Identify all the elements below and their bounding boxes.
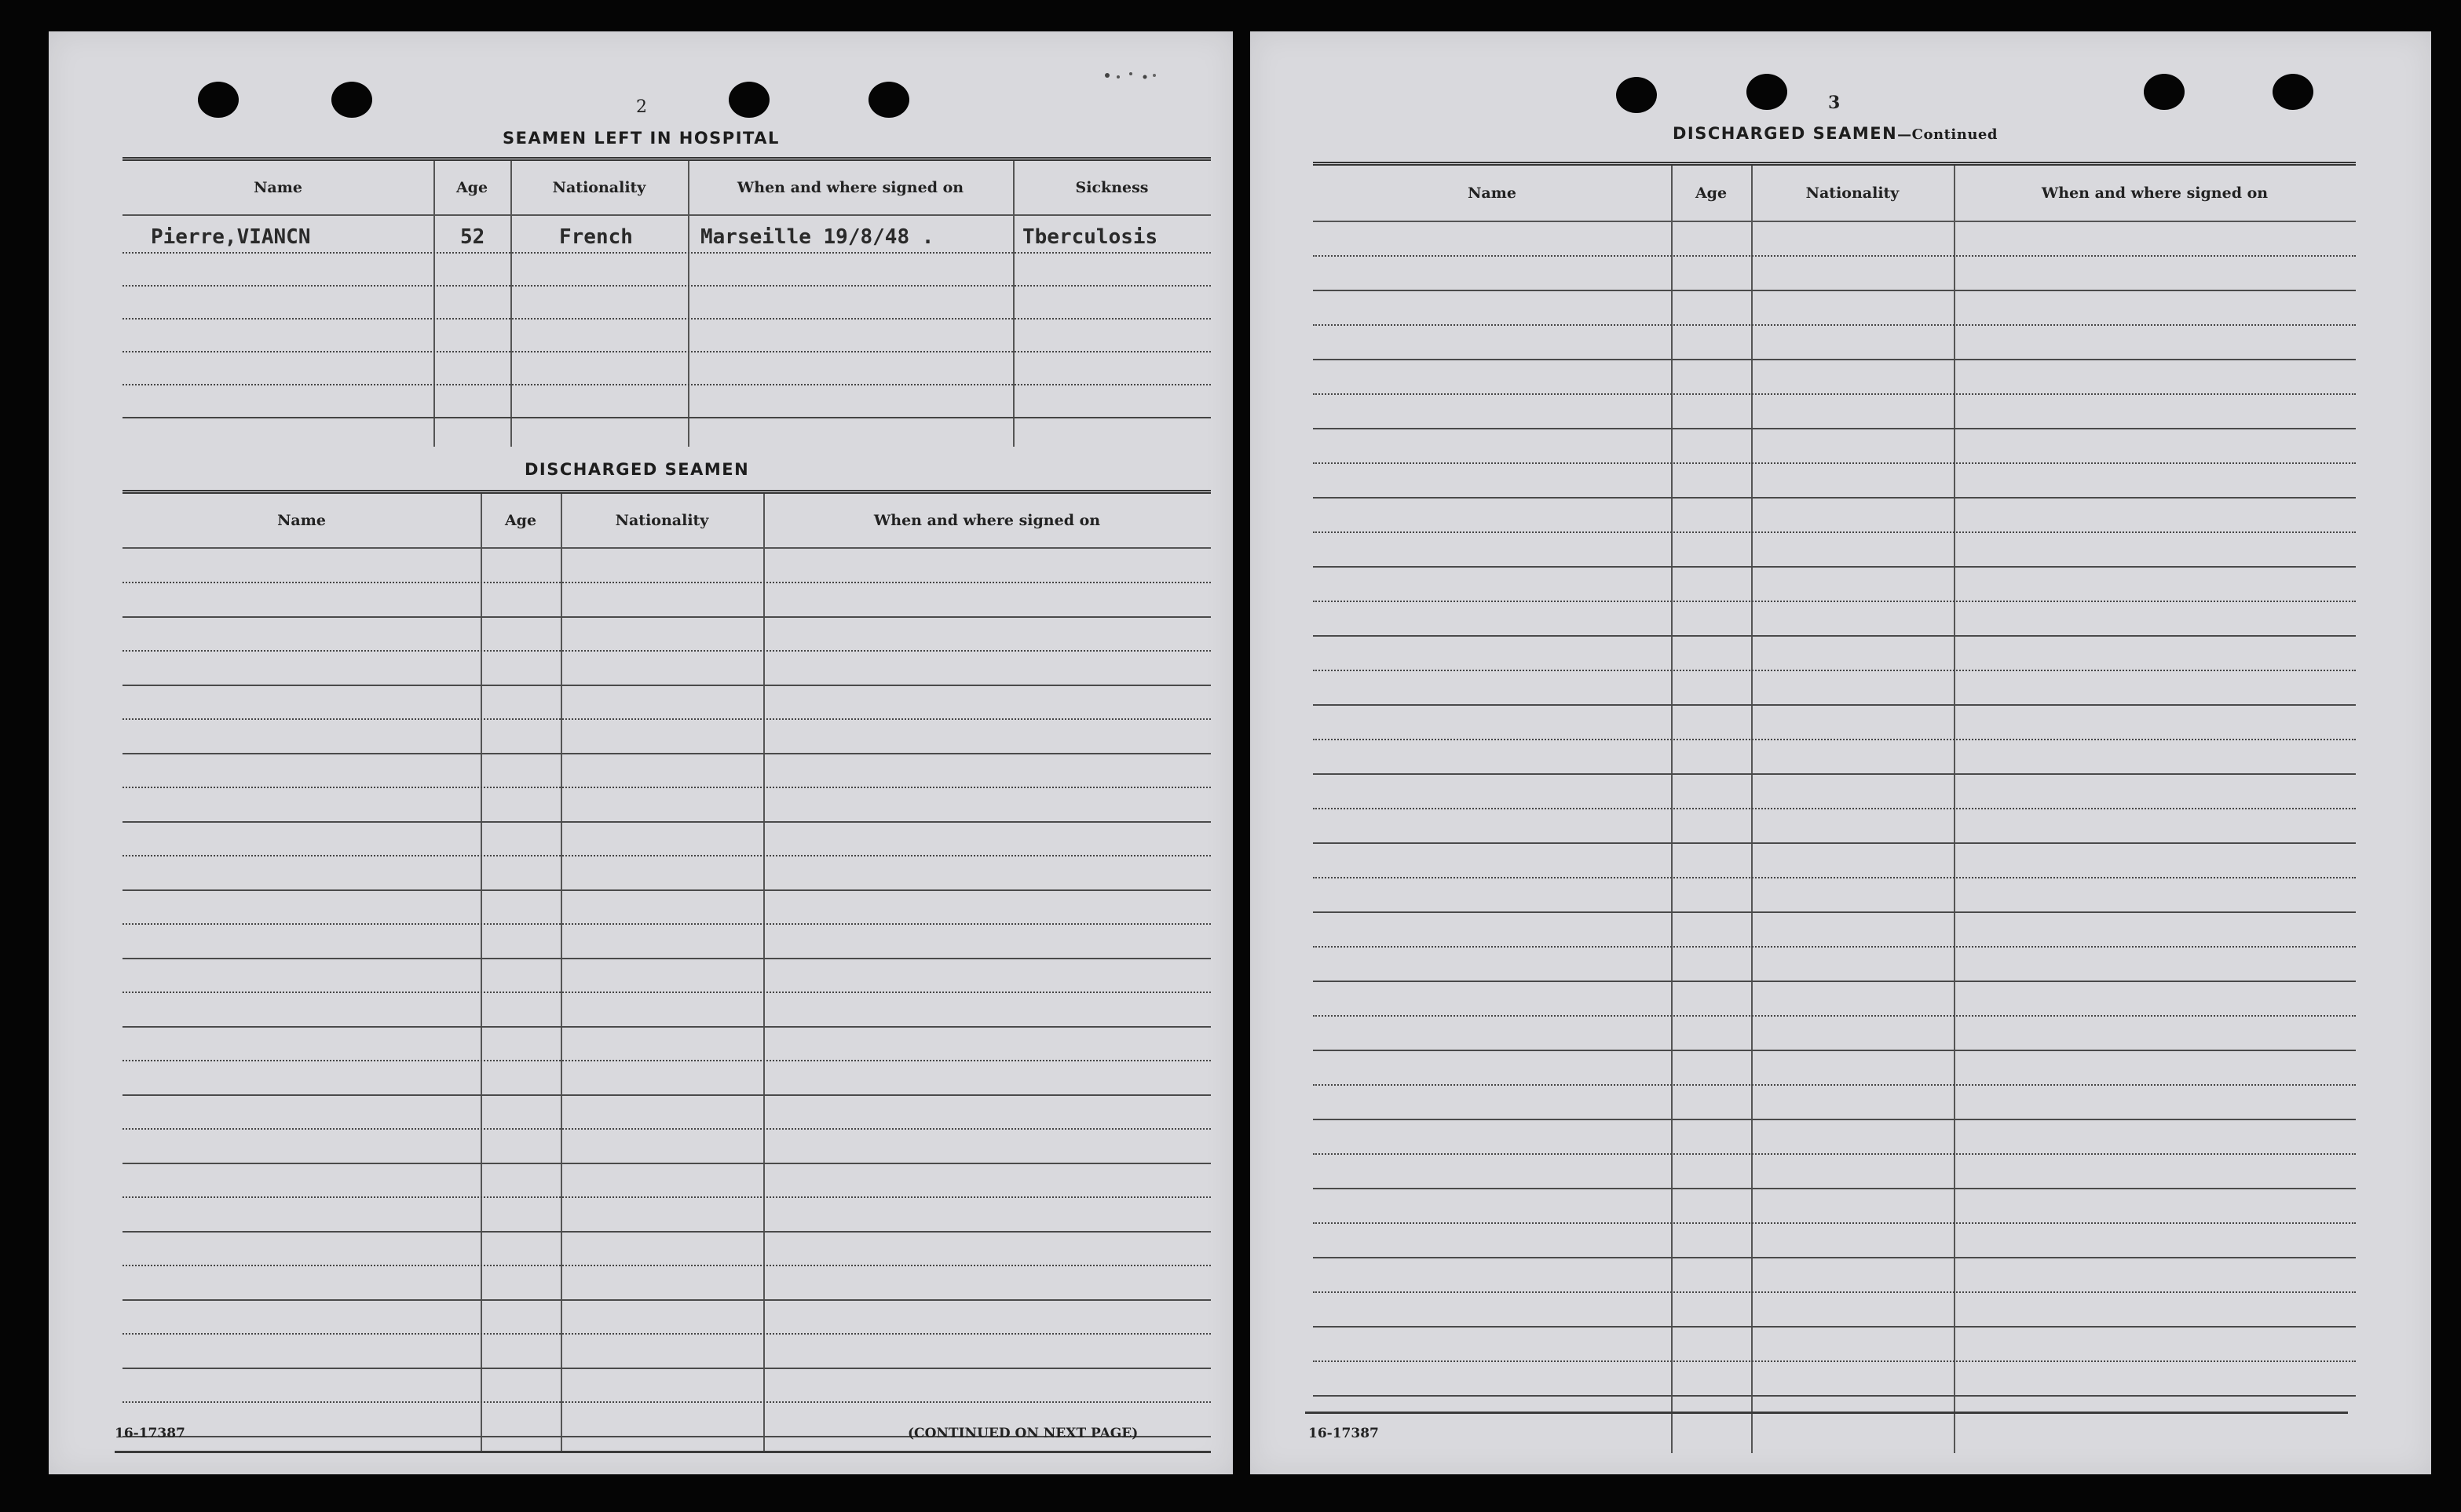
- hospital-table-header: [123, 161, 1211, 216]
- page-number: 3: [1828, 93, 1841, 113]
- punch-hole: [729, 82, 770, 118]
- column-divider: [1013, 161, 1015, 447]
- row-line: [1313, 566, 2356, 568]
- row-line: [1313, 601, 2356, 602]
- row-line: [1313, 290, 2356, 291]
- header-signed-on: When and where signed on: [873, 512, 1101, 529]
- column-divider: [433, 161, 435, 447]
- row-line: [123, 1333, 1211, 1335]
- header-age: Age: [1695, 184, 1728, 202]
- row-line: [123, 384, 1211, 385]
- form-number: 16-17387: [1308, 1426, 1379, 1441]
- row-line: [1313, 1015, 2356, 1017]
- column-divider: [561, 494, 562, 1452]
- page-number: 2: [636, 97, 647, 117]
- row-line: [1313, 1050, 2356, 1051]
- row-line: [123, 958, 1211, 959]
- page-left: [49, 31, 1233, 1474]
- row-line: [1313, 1084, 2356, 1086]
- row-line: [1313, 324, 2356, 326]
- row-line: [1313, 393, 2356, 395]
- form-number: 16-17387: [115, 1426, 185, 1441]
- row-line: [123, 1128, 1211, 1130]
- row-line: [123, 318, 1211, 320]
- discharged-section-title: DISCHARGED SEAMEN: [525, 460, 750, 479]
- row-line: [123, 992, 1211, 993]
- row-line: [1313, 1395, 2356, 1397]
- header-name: Name: [254, 179, 302, 196]
- punch-hole: [868, 82, 909, 118]
- header-nationality: Nationality: [552, 179, 646, 196]
- discharged-continued-title: [1673, 124, 1998, 143]
- column-divider: [510, 161, 512, 447]
- entry-signed-on: Marseille 19/8/48 .: [700, 225, 934, 249]
- row-line: [1313, 531, 2356, 533]
- row-line: [1313, 808, 2356, 809]
- row-line: [123, 1196, 1211, 1198]
- entry-name: Pierre,VIANCN: [151, 225, 311, 249]
- bottom-rule: [115, 1451, 1211, 1453]
- row-line: [123, 1231, 1211, 1233]
- row-line: [1313, 1119, 2356, 1120]
- header-signed-on: When and where signed on: [737, 179, 964, 196]
- row-line: [1313, 981, 2356, 982]
- row-line: [123, 1299, 1211, 1301]
- row-line: [123, 1401, 1211, 1403]
- row-line: [1313, 462, 2356, 464]
- hospital-table: [123, 157, 1211, 447]
- title-suffix: —Continued: [1897, 126, 1998, 143]
- row-line: [1313, 704, 2356, 706]
- row-line: [123, 855, 1211, 856]
- discharged-continued-header: [1313, 166, 2356, 222]
- entry-sickness: Tberculosis: [1022, 225, 1158, 249]
- row-line: [123, 1368, 1211, 1369]
- row-line: [123, 582, 1211, 583]
- punch-hole: [1746, 74, 1787, 110]
- row-line: [123, 1265, 1211, 1266]
- row-line: [1313, 255, 2356, 257]
- row-line: [1313, 946, 2356, 948]
- row-line: [1313, 1153, 2356, 1155]
- row-line: [1313, 1257, 2356, 1258]
- row-line: [1313, 1326, 2356, 1328]
- row-line: [1313, 1291, 2356, 1293]
- row-line: [1313, 877, 2356, 878]
- continued-note: (CONTINUED ON NEXT PAGE): [908, 1426, 1139, 1441]
- row-line: [1313, 428, 2356, 429]
- row-line: [123, 718, 1211, 720]
- row-line: [1313, 1222, 2356, 1224]
- row-line: [123, 285, 1211, 287]
- row-line: [1313, 773, 2356, 775]
- row-line: [123, 351, 1211, 352]
- header-age: Age: [504, 512, 537, 529]
- row-line: [123, 923, 1211, 925]
- row-line: [123, 417, 1211, 418]
- header-sickness: Sickness: [1075, 179, 1149, 196]
- header-age: Age: [455, 179, 488, 196]
- entry-nationality: French: [559, 225, 633, 249]
- row-line: [123, 821, 1211, 823]
- punch-hole: [2273, 74, 2313, 110]
- header-name: Name: [277, 512, 326, 529]
- discharged-table: [123, 490, 1211, 1452]
- entry-age: 52: [460, 225, 485, 249]
- row-line: [1313, 739, 2356, 740]
- discharged-continued-table: [1313, 162, 2356, 1453]
- row-line: [123, 685, 1211, 686]
- punch-hole: [198, 82, 239, 118]
- row-line: [1313, 1188, 2356, 1189]
- row-line: [123, 616, 1211, 618]
- punch-hole: [1616, 77, 1657, 113]
- row-line: [123, 252, 1211, 254]
- row-line: [123, 1060, 1211, 1061]
- row-line: [123, 753, 1211, 754]
- punch-hole: [2144, 74, 2185, 110]
- column-divider: [688, 161, 689, 447]
- row-line: [123, 889, 1211, 891]
- header-signed-on: When and where signed on: [2041, 184, 2269, 202]
- row-line: [1313, 635, 2356, 637]
- punch-hole: [331, 82, 372, 118]
- header-nationality: Nationality: [615, 512, 709, 529]
- row-line: [123, 650, 1211, 652]
- header-name: Name: [1468, 184, 1516, 202]
- row-line: [1313, 670, 2356, 671]
- row-line: [1313, 359, 2356, 360]
- column-divider: [481, 494, 482, 1452]
- hospital-section-title: SEAMEN LEFT IN HOSPITAL: [503, 129, 780, 148]
- row-line: [123, 787, 1211, 788]
- row-line: [123, 1026, 1211, 1028]
- column-divider: [763, 494, 765, 1452]
- discharged-table-header: [123, 494, 1211, 549]
- row-line: [1313, 911, 2356, 913]
- row-line: [123, 1094, 1211, 1096]
- page-right: [1250, 31, 2431, 1474]
- bottom-rule: [1305, 1412, 2348, 1414]
- row-line: [1313, 1360, 2356, 1362]
- row-line: [1313, 842, 2356, 844]
- title-text: DISCHARGED SEAMEN: [1673, 124, 1898, 143]
- row-line: [1313, 497, 2356, 499]
- header-nationality: Nationality: [1805, 184, 1900, 202]
- row-line: [123, 1163, 1211, 1164]
